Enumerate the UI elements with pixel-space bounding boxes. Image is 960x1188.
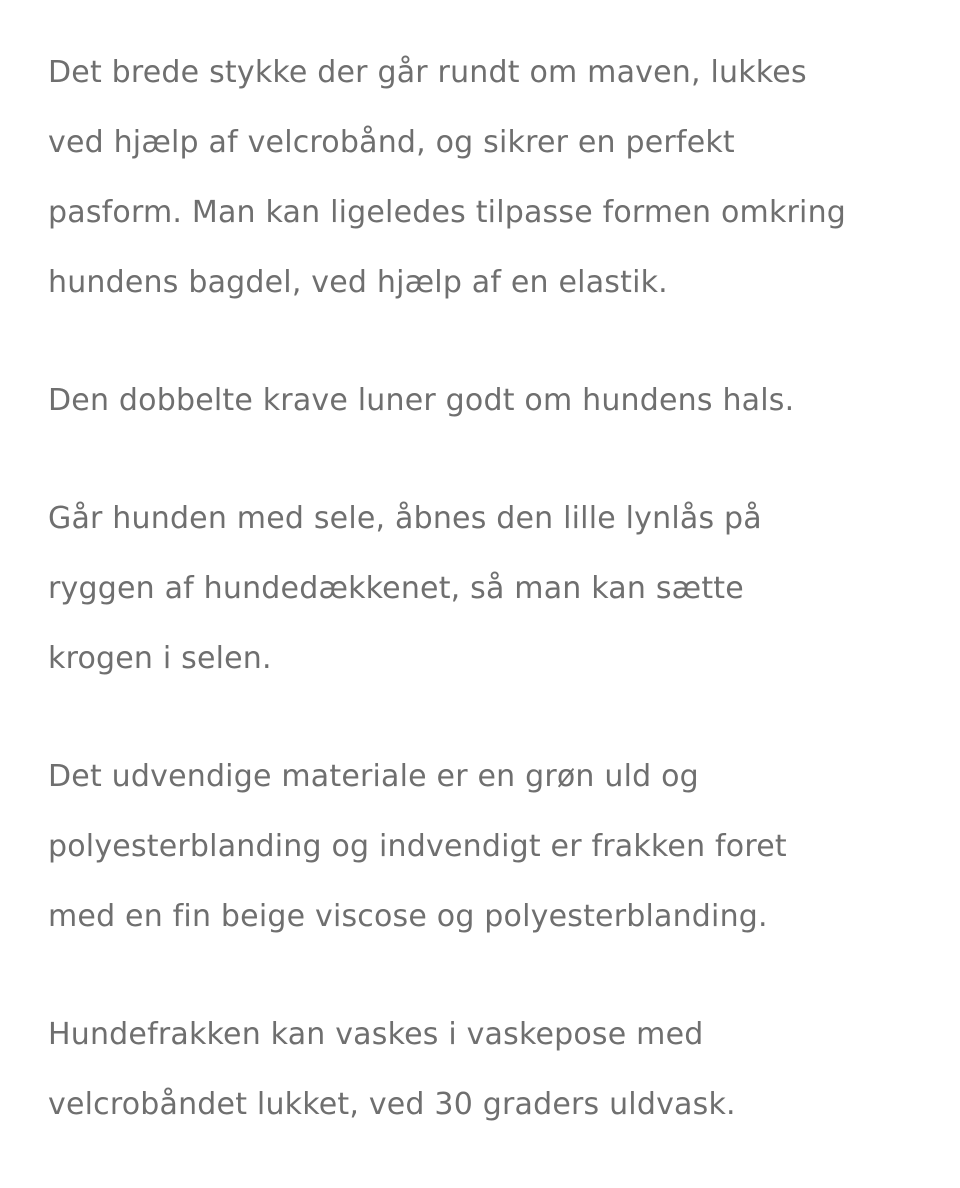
paragraph-washing: [48, 1000, 940, 1140]
text-line: ved hjælp af velcrobånd, og sikrer en perfekt: [48, 125, 735, 160]
text-line: velcrobåndet lukket, ved 30 graders uldvask.: [48, 1087, 736, 1122]
text-line: polyesterblanding og indvendigt er frakken foret: [48, 829, 787, 864]
text-line: med en fin beige viscose og polyesterblanding.: [48, 899, 768, 934]
text-line: Det udvendige materiale er en grøn uld og: [48, 759, 699, 794]
text-line: Det brede stykke der går rundt om maven, lukkes: [48, 55, 807, 90]
paragraph-material: [48, 742, 940, 952]
text-line: pasform. Man kan ligeledes tilpasse formen omkring: [48, 195, 847, 230]
paragraph-harness: [48, 484, 940, 694]
text-line: hundens bagdel, ved hjælp af en elastik.: [48, 265, 668, 300]
paragraph-collar: [48, 366, 940, 436]
text-line: krogen i selen.: [48, 641, 272, 676]
text-line: Hundefrakken kan vaskes i vaskepose med: [48, 1017, 704, 1052]
text-line: Den dobbelte krave luner godt om hundens hals.: [48, 383, 795, 418]
text-line: ryggen af hundedækkenet, så man kan sætte: [48, 571, 744, 606]
text-line: Går hunden med sele, åbnes den lille lynlås på: [48, 501, 762, 536]
product-description: [48, 38, 940, 1188]
paragraph-closure: [48, 38, 940, 318]
